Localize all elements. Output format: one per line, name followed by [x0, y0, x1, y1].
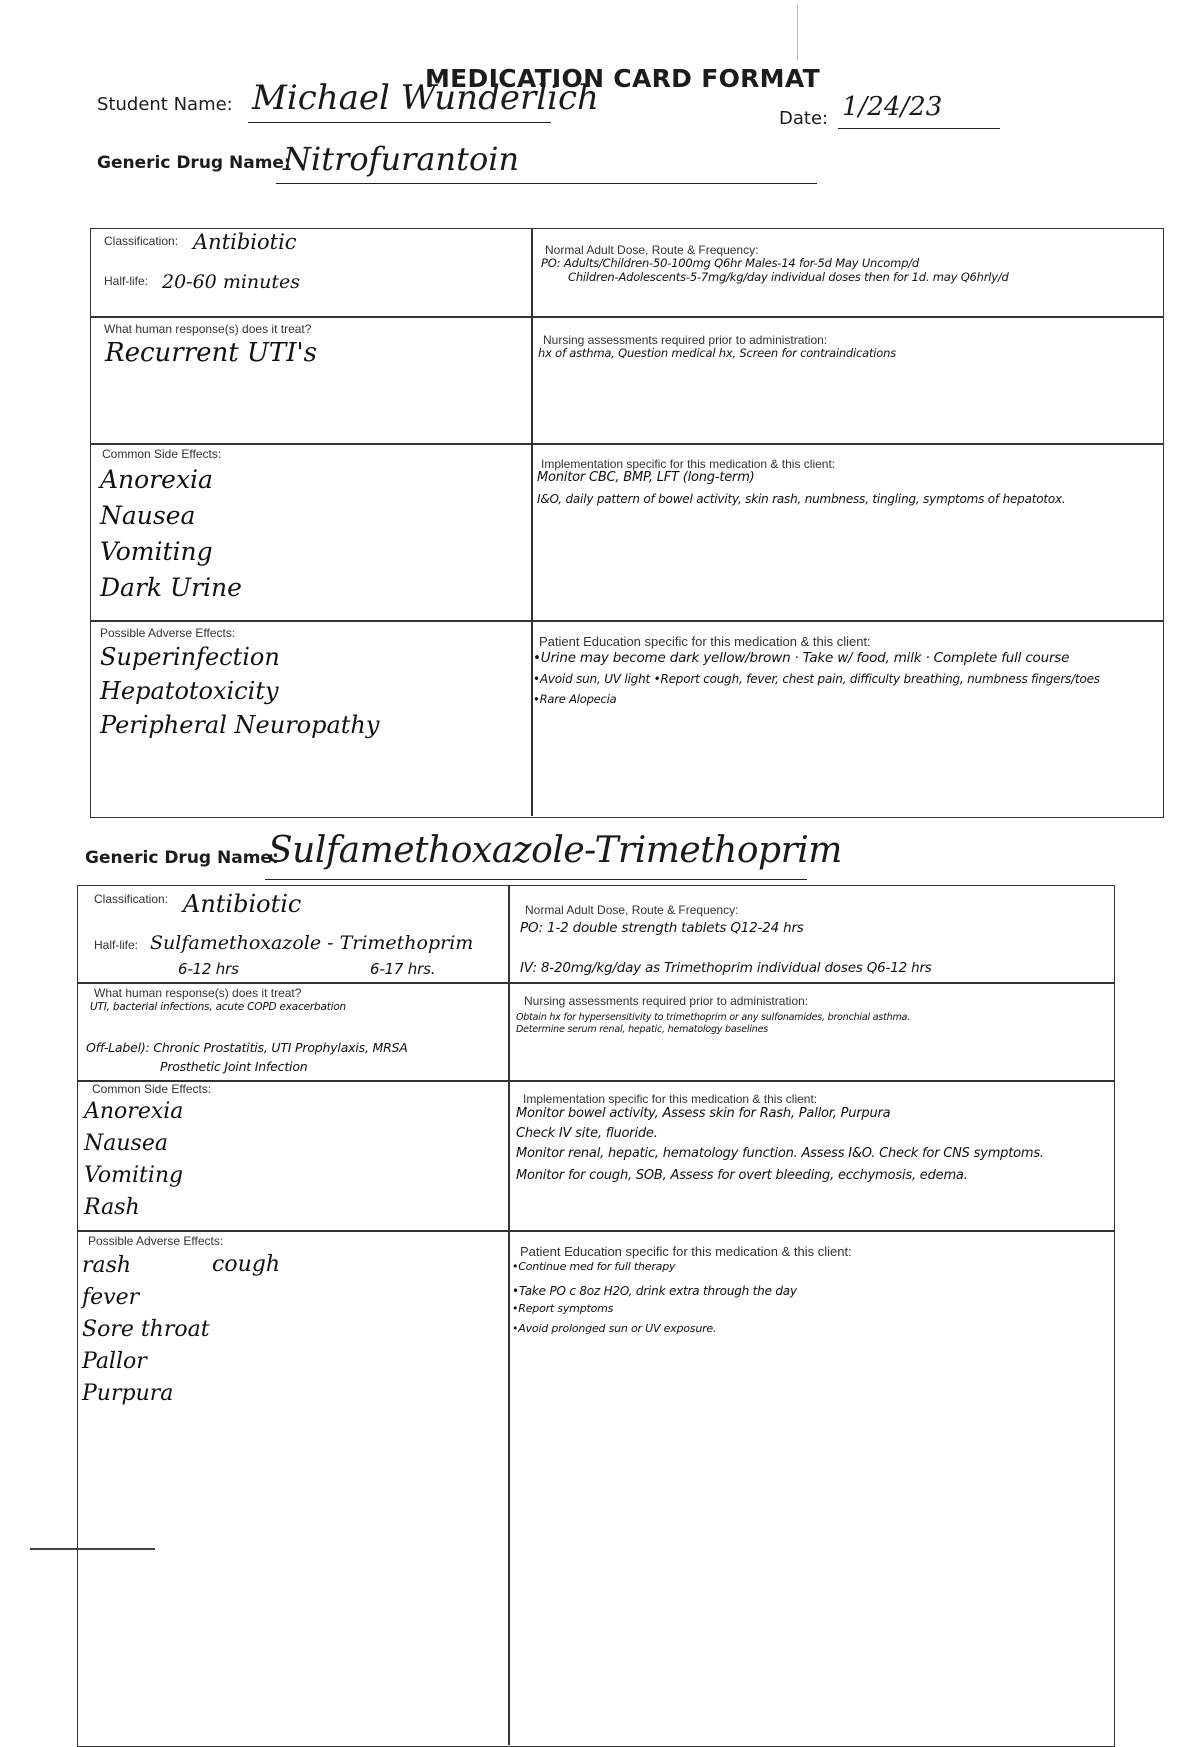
- student-name-line: [248, 122, 551, 123]
- page-title: MEDICATION CARD FORMAT: [425, 64, 820, 93]
- generic-drug-label-1: Generic Drug Name:: [97, 153, 291, 173]
- card1-response-label: What human response(s) does it treat?: [104, 322, 312, 336]
- card2-response-line-3: Prosthetic Joint Infection: [160, 1059, 308, 1074]
- card1-row-line: [90, 316, 1164, 318]
- card2-impl-line-3: Monitor renal, hepatic, hematology function. Assess I&O. Check for CNS symptoms.: [516, 1146, 1044, 1161]
- card2-adverse-item: Sore throat: [82, 1317, 210, 1342]
- generic-drug-line-1: [276, 183, 817, 184]
- card1-halflife-label: Half-life:: [104, 274, 149, 288]
- card1-edu-line-1: •Urine may become dark yellow/brown · Take w/ food, milk · Complete full course: [533, 650, 1070, 666]
- card2-nursing-line-2: Determine serum renal, hepatic, hematology baselines: [516, 1024, 768, 1035]
- card2-adverse-item: Purpura: [82, 1381, 174, 1406]
- card2-impl-label: Implementation specific for this medication & this client:: [523, 1092, 818, 1106]
- card1-side-list: [100, 462, 242, 606]
- card2-adverse-label: Possible Adverse Effects:: [88, 1234, 224, 1248]
- generic-drug-label-2: Generic Drug Name:: [85, 848, 279, 868]
- student-name-label: Student Name:: [97, 94, 233, 115]
- card2-side-label: Common Side Effects:: [92, 1082, 212, 1096]
- card2-edu-line-3: •Report symptoms: [512, 1302, 614, 1315]
- generic-drug-value-2: Sulfamethoxazole-Trimethoprim: [268, 830, 842, 871]
- card1-nursing-label: Nursing assessments required prior to administration:: [543, 333, 828, 347]
- card1-dose-line-2: Children-Adolescents-5-7mg/kg/day individual doses then for 1d. may Q6hrly/d: [568, 270, 1009, 284]
- card2-side-item: Rash: [84, 1195, 140, 1220]
- card2-side-item: Anorexia: [84, 1099, 184, 1124]
- student-name-value: Michael Wunderlich: [252, 78, 599, 118]
- card1-adverse-item: Peripheral Neuropathy: [100, 711, 380, 739]
- card1-row-line: [90, 443, 1164, 445]
- card2-impl-line-4: Monitor for cough, SOB, Assess for overt bleeding, ecchymosis, edema.: [516, 1168, 968, 1183]
- card1-dose-label: Normal Adult Dose, Route & Frequency:: [545, 243, 759, 257]
- card2-dose-line-2: IV: 8-20mg/kg/day as Trimethoprim individual doses Q6-12 hrs: [520, 960, 932, 976]
- card1-edu-line-3: •Rare Alopecia: [533, 692, 617, 706]
- card1-edu-line-2: •Avoid sun, UV light •Report cough, fever, chest pain, difficulty breathing, numbness fingers/toes: [533, 672, 1100, 686]
- generic-drug-value-1: Nitrofurantoin: [283, 140, 520, 178]
- card2-adverse-extra: cough: [212, 1252, 280, 1277]
- date-line: [838, 128, 1000, 129]
- card2-impl-line-2: Check IV site, fluoride.: [516, 1126, 658, 1141]
- card2-halflife-sub-1: 6-12 hrs: [178, 960, 239, 978]
- card1-impl-line-1: Monitor CBC, BMP, LFT (long-term): [537, 470, 755, 485]
- date-value: 1/24/23: [842, 92, 943, 122]
- card1-side-item: Nausea: [100, 501, 196, 530]
- card2-divider: [508, 885, 510, 1745]
- card2-impl-line-1: Monitor bowel activity, Assess skin for Rash, Pallor, Purpura: [516, 1106, 891, 1121]
- card1-adverse-label: Possible Adverse Effects:: [100, 626, 236, 640]
- card1-side-item: Anorexia: [100, 465, 213, 494]
- date-label: Date:: [779, 108, 829, 129]
- card1-side-item: Vomiting: [100, 537, 213, 566]
- card1-response-value: Recurrent UTI's: [105, 338, 317, 368]
- card2-adverse-item: fever: [82, 1285, 140, 1310]
- card2-halflife-sub-2: 6-17 hrs.: [370, 960, 436, 978]
- card2-row-line: [77, 1080, 1115, 1082]
- card2-row-line: [77, 982, 1115, 984]
- card2-edu-line-1: •Continue med for full therapy: [512, 1260, 676, 1273]
- card2-edu-label: Patient Education specific for this medication & this client:: [520, 1244, 852, 1259]
- card1-classification-value: Antibiotic: [193, 230, 297, 254]
- card1-edu-label: Patient Education specific for this medication & this client:: [539, 634, 871, 649]
- card2-halflife-value: Sulfamethoxazole - Trimethoprim: [150, 932, 474, 954]
- card1-halflife-value: 20-60 minutes: [162, 271, 301, 293]
- card1-classification-label: Classification:: [104, 234, 179, 248]
- card2-side-list: [84, 1096, 183, 1224]
- card2-nursing-line-1: Obtain hx for hypersensitivity to trimethoprim or any sulfonamides, bronchial asthma.: [516, 1012, 910, 1023]
- card1-dose-line-1: PO: Adults/Children-50-100mg Q6hr Males-14 for-5d May Uncomp/d: [541, 256, 919, 270]
- card1-adverse-list: [100, 640, 379, 742]
- card2-adverse-item: Pallor: [82, 1349, 147, 1374]
- card2-nursing-label: Nursing assessments required prior to administration:: [524, 994, 809, 1008]
- card2-row-line: [77, 1230, 1115, 1232]
- card2-side-item: Nausea: [84, 1131, 168, 1156]
- card2-classification-value: Antibiotic: [183, 890, 302, 918]
- card2-edu-line-4: •Avoid prolonged sun or UV exposure.: [512, 1322, 717, 1335]
- card2-response-line-2: Off-Label): Chronic Prostatitis, UTI Prophylaxis, MRSA: [86, 1040, 408, 1055]
- card2-halflife-label: Half-life:: [94, 938, 139, 952]
- card2-side-item: Vomiting: [84, 1163, 184, 1188]
- card2-classification-label: Classification:: [94, 892, 169, 906]
- card1-impl-label: Implementation specific for this medication & this client:: [541, 457, 836, 471]
- scan-mark: [797, 5, 798, 60]
- card1-adverse-item: Hepatotoxicity: [100, 677, 279, 705]
- generic-drug-line-2: [265, 879, 807, 880]
- card1-adverse-item: Superinfection: [100, 643, 280, 671]
- card1-row-line: [90, 620, 1164, 622]
- card2-adverse-item: rash: [82, 1253, 132, 1278]
- card1-side-label: Common Side Effects:: [102, 447, 222, 461]
- card2-response-line-1: UTI, bacterial infections, acute COPD exacerbation: [90, 1001, 347, 1013]
- card2-adverse-list: [82, 1250, 210, 1410]
- card2-edu-line-2: •Take PO c 8oz H2O, drink extra through the day: [512, 1284, 797, 1298]
- card1-side-item: Dark Urine: [100, 573, 242, 602]
- card2-dose-line-1: PO: 1-2 double strength tablets Q12-24 hrs: [520, 920, 804, 936]
- card2-response-label: What human response(s) does it treat?: [94, 986, 302, 1000]
- card2-dose-label: Normal Adult Dose, Route & Frequency:: [525, 903, 739, 917]
- card1-nursing-line-1: hx of asthma, Question medical hx, Screen for contraindications: [538, 346, 896, 360]
- card1-impl-line-2: I&O, daily pattern of bowel activity, skin rash, numbness, tingling, symptoms of hepatotox.: [537, 492, 1066, 506]
